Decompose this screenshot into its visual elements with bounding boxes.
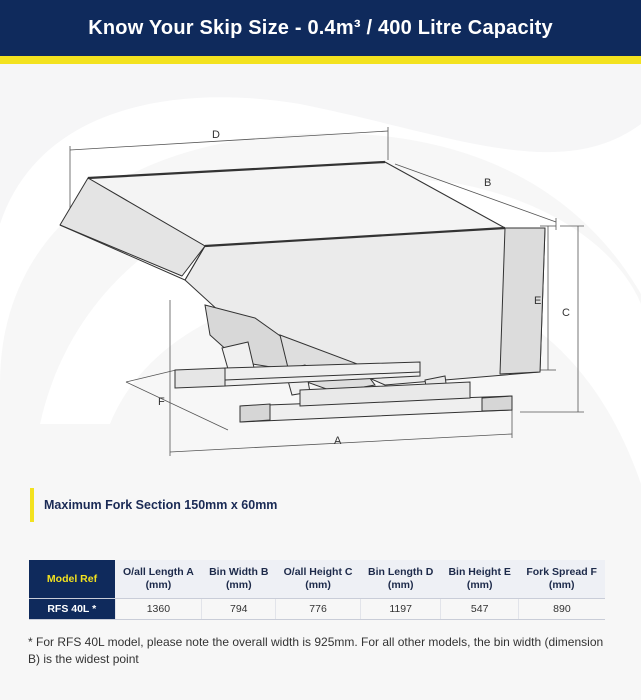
dim-label-a: A: [334, 435, 342, 447]
col-header-model-ref: Model Ref: [29, 560, 115, 599]
header-accent-stripe: [0, 56, 641, 64]
col-header-length-a: O/all Length A (mm): [115, 560, 202, 599]
footnote: * For RFS 40L model, please note the overall width is 925mm. For all other models, the bin width (dimension B) is the widest point: [28, 635, 604, 666]
table-row: [29, 599, 605, 620]
col-header-width-b: Bin Width B (mm): [202, 560, 276, 599]
dim-label-f: F: [158, 396, 165, 408]
spec-table-header-row: [29, 560, 605, 599]
cell-length-a: 1360: [115, 599, 202, 620]
dim-label-c: C: [562, 307, 570, 319]
cell-length-d: 1197: [360, 599, 441, 620]
cell-height-e: 547: [441, 599, 518, 620]
cell-height-c: 776: [276, 599, 361, 620]
page-title: Know Your Skip Size - 0.4m³ / 400 Litre Capacity: [88, 16, 553, 39]
skip-technical-drawing: [0, 80, 641, 480]
spec-table: [29, 560, 605, 620]
col-header-length-d: Bin Length D (mm): [360, 560, 441, 599]
page-header: [0, 0, 641, 56]
col-header-height-e: Bin Height E (mm): [441, 560, 518, 599]
dim-label-d: D: [212, 129, 220, 141]
cell-fork-spread-f: 890: [518, 599, 605, 620]
cell-width-b: 794: [202, 599, 276, 620]
fork-section-text: Maximum Fork Section 150mm x 60mm: [44, 498, 278, 512]
col-header-fork-spread-f: Fork Spread F (mm): [518, 560, 605, 599]
dim-label-e: E: [534, 295, 542, 307]
fork-section-note: [30, 488, 277, 522]
dim-label-b: B: [484, 177, 492, 189]
col-header-height-c: O/all Height C (mm): [276, 560, 361, 599]
cell-model-ref: RFS 40L *: [29, 599, 115, 620]
